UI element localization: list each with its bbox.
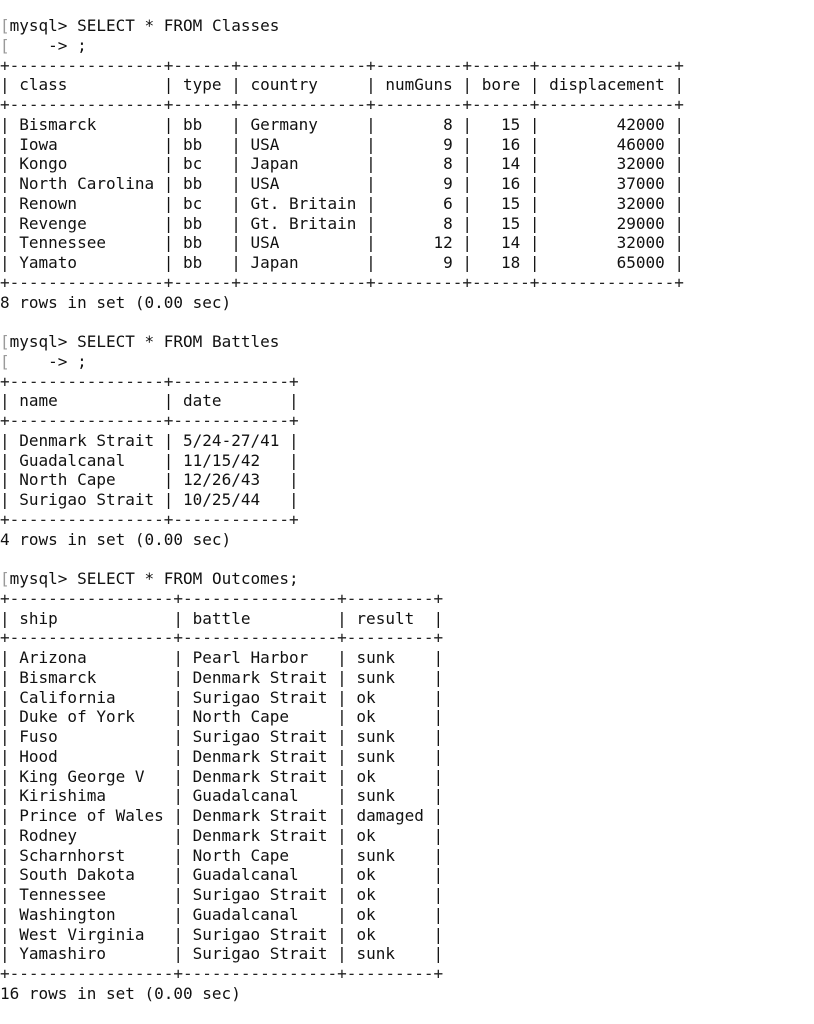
table-cell: 46000	[616, 134, 665, 154]
table-cell: ok	[356, 865, 376, 885]
table-row: | Revenge | bb | Gt. Britain | 8 | 15 | 29000 |	[0, 213, 685, 233]
table-cell: Bismarck	[19, 667, 97, 687]
result-summary	[0, 293, 684, 313]
table-cell: Surigao Strait	[192, 687, 328, 707]
table-cell: USA	[250, 233, 280, 253]
table-cell: Iowa	[19, 134, 58, 154]
mysql-prompt: mysql>	[9, 332, 68, 351]
command-line	[0, 332, 684, 352]
table-row: | Fuso | Surigao Strait | sunk |	[0, 727, 444, 746]
table-row: | Duke of York | North Cape | ok |	[0, 707, 444, 727]
table-cell: sunk	[356, 786, 395, 806]
table-cell: 12	[433, 233, 453, 253]
sql-command: SELECT * FROM Classes	[77, 16, 280, 35]
table-cell: sunk	[356, 944, 395, 964]
table-cell: Kongo	[19, 154, 68, 174]
table-row: | West Virginia | Surigao Strait | ok |	[0, 924, 444, 944]
table-cell: North Carolina	[19, 174, 155, 193]
continuation-line	[0, 36, 684, 56]
table-row: | King George V | Denmark Strait | ok |	[0, 766, 444, 786]
table-cell: ok	[356, 904, 376, 924]
table-cell: 16	[500, 174, 521, 193]
column-header: numGuns	[385, 75, 453, 95]
table-cell: Japan	[250, 154, 299, 174]
continuation-prompt: ->	[48, 351, 68, 371]
table-cell: sunk	[356, 727, 395, 746]
table-cell: California	[19, 687, 116, 707]
column-header: result	[356, 608, 415, 628]
table-cell: 32000	[616, 233, 665, 253]
table-cell: Gt. Britain	[250, 213, 357, 233]
table-cell: Renown	[19, 193, 78, 213]
table-row: | Rodney | Denmark Strait | ok |	[0, 825, 444, 845]
table-cell: Fuso	[19, 727, 58, 746]
table-row: | Bismarck | bb | Germany | 8 | 15 | 42000 |	[0, 114, 685, 134]
table-cell: Gt. Britain	[250, 193, 357, 213]
table-cell: USA	[250, 134, 280, 154]
table-cell: Denmark Strait	[192, 667, 328, 687]
column-header: type	[183, 75, 222, 95]
rows-in-set-text: 4 rows in set (0.00 sec)	[0, 529, 232, 549]
table-cell: Surigao Strait	[192, 924, 328, 944]
prompt-bracket: [	[0, 332, 10, 351]
table-cell: bc	[183, 193, 203, 213]
table-row: | Denmark Strait | 5/24-27/41 |	[0, 430, 299, 450]
table-row: | Bismarck | Denmark Strait | sunk |	[0, 667, 444, 687]
prompt-bracket: [	[0, 351, 10, 371]
prompt-bracket: [	[0, 16, 10, 35]
table-cell: Surigao Strait	[192, 944, 328, 964]
result-summary	[0, 984, 684, 1004]
table-cell: Yamato	[19, 253, 78, 272]
table-row: | Surigao Strait | 10/25/44 |	[0, 490, 299, 509]
sql-command: SELECT * FROM Outcomes;	[77, 569, 299, 588]
table-row: | Scharnhorst | North Cape | sunk |	[0, 845, 444, 865]
sql-command: SELECT * FROM Battles	[77, 332, 280, 351]
table-header-row: | ship | battle | result |	[0, 608, 444, 628]
table-row: | California | Surigao Strait | ok |	[0, 687, 444, 707]
table-row: | Guadalcanal | 11/15/42 |	[0, 450, 299, 470]
table-row: | Tennessee | bb | USA | 12 | 14 | 32000 |	[0, 233, 685, 253]
table-row: | Kirishima | Guadalcanal | sunk |	[0, 786, 444, 806]
table-row: | Iowa | bb | USA | 9 | 16 | 46000 |	[0, 134, 685, 154]
table-border: +----------------+------------+	[0, 509, 299, 529]
column-header: name	[19, 391, 58, 411]
table-cell: 8	[443, 213, 453, 233]
column-header: battle	[192, 608, 251, 628]
table-cell: 15	[500, 193, 521, 213]
table-cell: 12/26/43	[183, 470, 261, 490]
table-cell: South Dakota	[19, 865, 135, 885]
column-header: country	[250, 75, 318, 95]
table-cell: 15	[500, 114, 521, 134]
table-row: | Renown | bc | Gt. Britain | 6 | 15 | 32000 |	[0, 193, 685, 213]
table-cell: ok	[356, 885, 376, 904]
table-cell: Surigao Strait	[192, 885, 328, 904]
table-cell: ok	[356, 687, 376, 707]
continuation-line	[0, 352, 684, 372]
table-row: | Kongo | bc | Japan | 8 | 14 | 32000 |	[0, 154, 685, 174]
table-cell: bb	[183, 213, 203, 233]
table-cell: 32000	[616, 154, 665, 174]
table-cell: sunk	[356, 746, 395, 766]
table-cell: bb	[183, 253, 203, 272]
table-cell: Surigao Strait	[192, 727, 328, 746]
table-row: | Yamashiro | Surigao Strait | sunk |	[0, 944, 444, 964]
table-cell: Hood	[19, 746, 58, 766]
column-header: displacement	[549, 75, 665, 95]
table-cell: North Cape	[192, 707, 289, 727]
column-header: date	[183, 391, 222, 411]
table-cell: Denmark Strait	[19, 430, 155, 450]
table-cell: sunk	[356, 845, 395, 865]
table-cell: Tennessee	[19, 233, 106, 253]
table-cell: Surigao Strait	[19, 490, 155, 509]
table-cell: 14	[500, 233, 521, 253]
table-border: +-----------------+----------------+---------+	[0, 588, 444, 608]
table-row: | South Dakota | Guadalcanal | ok |	[0, 865, 444, 885]
table-cell: 11/15/42	[183, 450, 261, 470]
table-cell: ok	[356, 707, 376, 727]
table-cell: 5/24-27/41	[183, 430, 280, 450]
table-cell: North Cape	[19, 470, 116, 490]
table-cell: 42000	[616, 114, 665, 134]
column-header: bore	[481, 75, 521, 95]
table-border: +----------------+------+-------------+---------+------+--------------+	[0, 95, 684, 114]
table-cell: 10/25/44	[183, 490, 261, 509]
table-header-row: | name | date |	[0, 391, 299, 411]
table-cell: bb	[183, 233, 203, 253]
table-cell: King George V	[19, 766, 145, 786]
table-cell: Rodney	[19, 825, 78, 845]
table-cell: 14	[500, 154, 521, 174]
table-cell: Denmark Strait	[192, 806, 328, 825]
table-cell: Kirishima	[19, 786, 106, 806]
table-row: | North Carolina | bb | USA | 9 | 16 | 37000 |	[0, 174, 685, 193]
table-cell: bc	[183, 154, 203, 174]
table-cell: Guadalcanal	[19, 450, 126, 470]
table-cell: sunk	[356, 667, 395, 687]
table-cell: 65000	[616, 253, 665, 272]
column-header: class	[19, 75, 68, 95]
table-cell: Pearl Harbor	[192, 648, 309, 667]
table-cell: ok	[356, 766, 376, 786]
table-cell: 8	[443, 114, 453, 134]
table-cell: West Virginia	[19, 924, 145, 944]
table-cell: Denmark Strait	[192, 825, 328, 845]
table-cell: Japan	[250, 253, 299, 272]
mysql-prompt: mysql>	[9, 16, 68, 35]
table-row: | Prince of Wales | Denmark Strait | damaged |	[0, 806, 444, 825]
table-border: +----------------+------------+	[0, 371, 299, 391]
table-row: | Yamato | bb | Japan | 9 | 18 | 65000 |	[0, 253, 685, 272]
table-cell: Bismarck	[19, 114, 97, 134]
table-cell: 9	[443, 253, 453, 272]
table-row: | Arizona | Pearl Harbor | sunk |	[0, 648, 444, 667]
table-cell: bb	[183, 174, 203, 193]
rows-in-set-text: 8 rows in set (0.00 sec)	[0, 292, 232, 312]
table-border: +-----------------+----------------+---------+	[0, 628, 444, 648]
table-cell: Yamashiro	[19, 944, 106, 964]
table-border: +----------------+------+-------------+---------+------+--------------+	[0, 55, 684, 75]
table-cell: North Cape	[192, 845, 289, 865]
table-cell: sunk	[356, 648, 395, 667]
table-cell: Guadalcanal	[192, 786, 299, 806]
table-cell: damaged	[356, 806, 424, 825]
table-row: | Tennessee | Surigao Strait | ok |	[0, 885, 444, 904]
table-cell: Guadalcanal	[192, 865, 299, 885]
mysql-prompt: mysql>	[9, 569, 68, 588]
table-cell: Tennessee	[19, 885, 106, 904]
table-cell: 29000	[616, 213, 665, 233]
table-cell: Duke of York	[19, 707, 135, 727]
terminal-output	[0, 16, 684, 1004]
column-header: ship	[19, 608, 58, 628]
table-cell: bb	[183, 114, 203, 134]
table-border: +-----------------+----------------+---------+	[0, 964, 444, 983]
result-summary	[0, 530, 684, 550]
table-cell: 9	[443, 134, 453, 154]
blank-line	[0, 312, 684, 332]
table-cell: Guadalcanal	[192, 904, 299, 924]
table-cell: Germany	[250, 114, 318, 134]
table-cell: Washington	[19, 904, 116, 924]
table-row: | North Cape | 12/26/43 |	[0, 470, 299, 490]
table-header-row: | class | type | country | numGuns | bore | displacement |	[0, 75, 684, 95]
table-cell: USA	[250, 174, 280, 193]
table-cell: bb	[183, 134, 203, 154]
command-line	[0, 16, 684, 36]
blank-line	[0, 549, 684, 569]
table-cell: Arizona	[19, 648, 87, 667]
table-cell: 37000	[616, 174, 665, 193]
table-cell: 15	[500, 213, 521, 233]
table-cell: 16	[500, 134, 521, 154]
table-cell: 8	[443, 154, 453, 174]
continuation-text: ;	[77, 351, 87, 371]
table-cell: 18	[500, 253, 521, 272]
table-cell: 9	[443, 174, 453, 193]
table-cell: Denmark Strait	[192, 746, 328, 766]
table-cell: Revenge	[19, 213, 87, 233]
table-row: | Hood | Denmark Strait | sunk |	[0, 746, 444, 766]
prompt-bracket: [	[0, 35, 10, 55]
continuation-text: ;	[77, 35, 87, 55]
continuation-prompt: ->	[48, 35, 68, 55]
prompt-bracket: [	[0, 569, 10, 588]
rows-in-set-text: 16 rows in set (0.00 sec)	[0, 983, 241, 1003]
table-border: +----------------+------+-------------+---------+------+--------------+	[0, 272, 684, 292]
table-cell: 6	[443, 193, 453, 213]
table-cell: ok	[356, 924, 376, 944]
table-row: | Washington | Guadalcanal | ok |	[0, 904, 444, 924]
table-cell: ok	[356, 825, 376, 845]
table-cell: Prince of Wales	[19, 806, 164, 825]
table-border: +----------------+------------+	[0, 411, 299, 430]
table-cell: 32000	[616, 193, 665, 213]
table-cell: Denmark Strait	[192, 766, 328, 786]
command-line	[0, 569, 684, 589]
table-cell: Scharnhorst	[19, 845, 126, 865]
